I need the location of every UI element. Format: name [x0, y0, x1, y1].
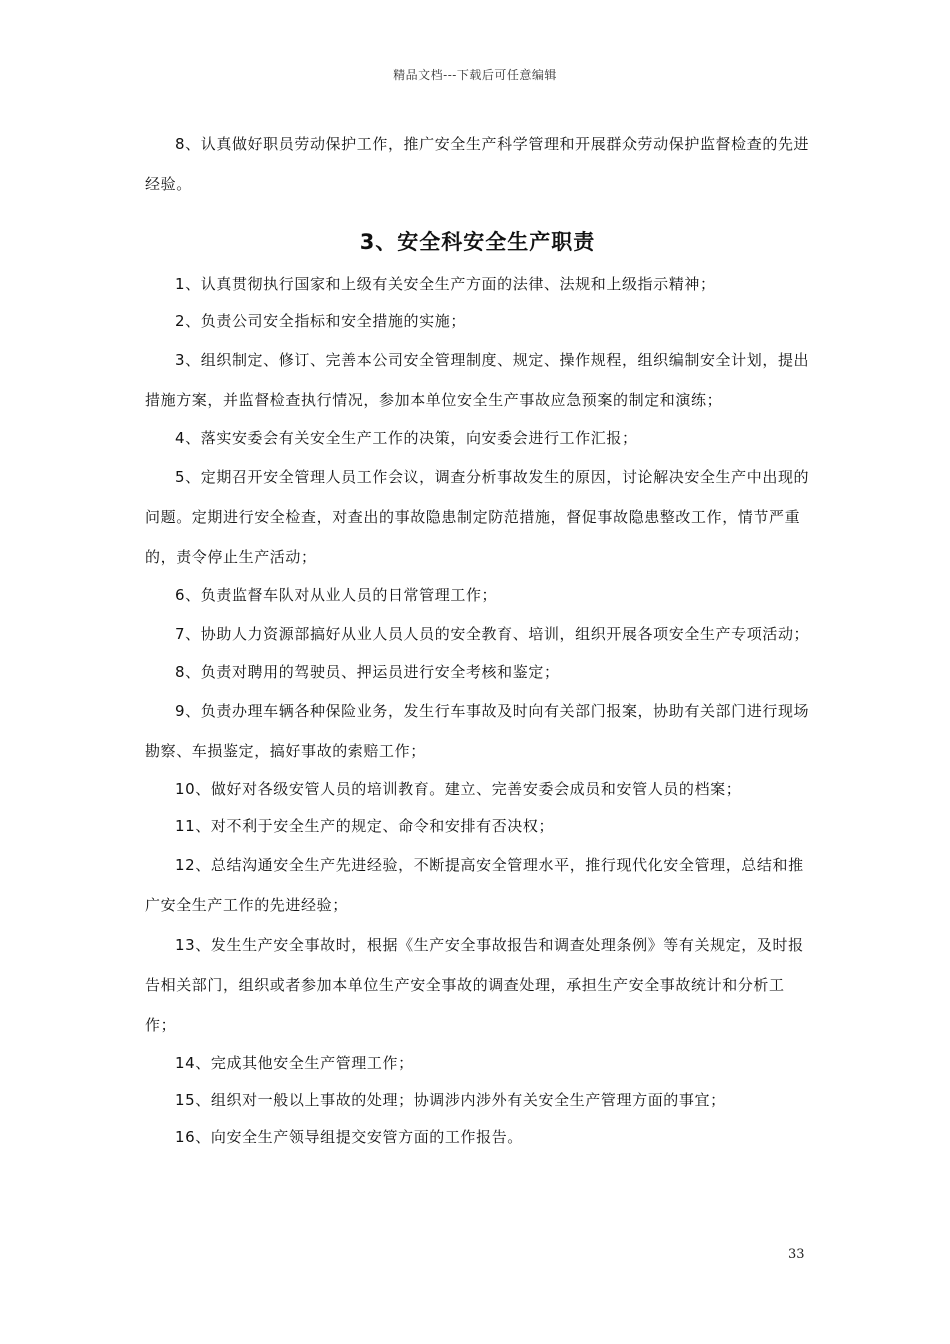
document-body	[145, 124, 810, 1156]
duty-item-9: 9、负责办理车辆各种保险业务，发生行车事故及时向有关部门报案，协助有关部门进行现场勘察、车损鉴定，搞好事故的索赔工作；	[145, 702, 810, 760]
duty-item-13: 13、发生生产安全事故时，根据《生产安全事故报告和调查处理条例》等有关规定，及时报告相关部门，组织或者参加本单位生产安全事故的调查处理，承担生产安全事故统计和分析工作；	[145, 936, 804, 1034]
page-number: 33	[788, 1247, 805, 1262]
page-header: 精品文档---下载后可任意编辑	[393, 68, 557, 82]
duty-item-5: 5、定期召开安全管理人员工作会议，调查分析事故发生的原因，讨论解决安全生产中出现的问题。定期进行安全检查，对查出的事故隐患制定防范措施，督促事故隐患整改工作，情节严重的，责令停止生产活动；	[145, 468, 810, 566]
duty-item-16: 16、向安全生产领导组提交安管方面的工作报告。	[175, 1128, 523, 1146]
duty-item-11: 11、对不利于安全生产的规定、命令和安排有否决权；	[175, 817, 555, 835]
section-title: 3、安全科安全生产职责	[359, 230, 596, 254]
duty-item-15: 15、组织对一般以上事故的处理；协调涉内涉外有关安全生产管理方面的事宜；	[175, 1091, 726, 1109]
duty-item-6: 6、负责监督车队对从业人员的日常管理工作；	[175, 586, 498, 604]
duty-item-10: 10、做好对各级安管人员的培训教育。建立、完善安委会成员和安管人员的档案；	[175, 780, 742, 798]
intro-paragraph: 8、认真做好职员劳动保护工作，推广安全生产科学管理和开展群众劳动保护监督检查的先进经验。	[145, 135, 810, 193]
duty-item-3: 3、组织制定、修订、完善本公司安全管理制度、规定、操作规程，组织编制安全计划，提出措施方案，并监督检查执行情况，参加本单位安全生产事故应急预案的制定和演练；	[145, 351, 810, 409]
duty-item-12: 12、总结沟通安全生产先进经验，不断提高安全管理水平，推行现代化安全管理，总结和推广安全生产工作的先进经验；	[145, 856, 804, 914]
duty-item-1: 1、认真贯彻执行国家和上级有关安全生产方面的法律、法规和上级指示精神；	[175, 275, 716, 293]
duty-item-4: 4、落实安委会有关安全生产工作的决策，向安委会进行工作汇报；	[175, 429, 638, 447]
duty-item-14: 14、完成其他安全生产管理工作；	[175, 1054, 414, 1072]
duty-item-8: 8、负责对聘用的驾驶员、押运员进行安全考核和鉴定；	[175, 663, 560, 681]
duty-item-2: 2、负责公司安全指标和安全措施的实施；	[175, 312, 466, 330]
duty-item-7: 7、协助人力资源部搞好从业人员人员的安全教育、培训，组织开展各项安全生产专项活动；	[175, 625, 810, 643]
